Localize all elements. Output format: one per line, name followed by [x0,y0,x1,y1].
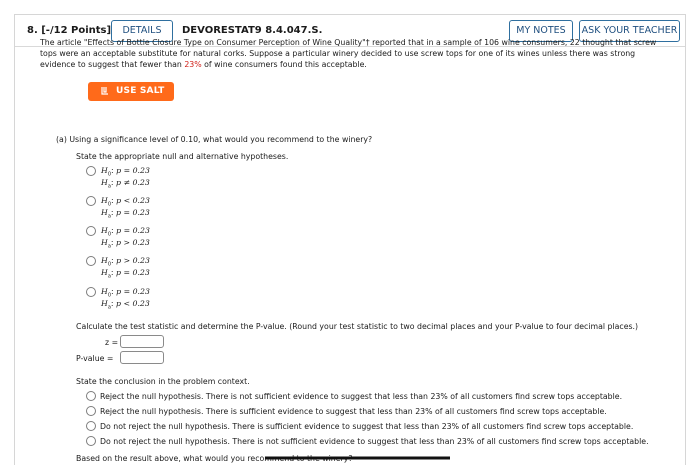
highlight-percent: 23% [184,60,202,69]
question-number: 8. [-/12 Points] [27,25,112,36]
scribble-mark [265,455,450,461]
stat-prompt: Calculate the test statistic and determine the P-value. (Round your test statistic to two decimal places and your P-value to four decimal places.) [76,322,639,331]
conclusion-radio-3[interactable] [86,421,96,431]
h0-line: $H_0$: p > 0.23 [101,256,150,268]
hypothesis-radio-2[interactable] [86,196,96,206]
ha-line: $H_a$: p = 0.23 [101,268,150,280]
conclusion-option-4: Do not reject the null hypothesis. There is not sufficient evidence to suggest that less than 23% of all customers find screw tops acceptable. [100,437,649,446]
z-input-box [120,335,164,348]
z-label: z = [105,338,119,347]
h0-line: $H_0$: p = 0.23 [101,226,150,238]
pvalue-input-box [120,351,164,364]
h0-line: $H_0$: p < 0.23 [101,196,150,208]
pvalue-label: P-value = [76,354,114,363]
hypothesis-radio-4[interactable] [86,256,96,266]
h0-line: $H_0$: p = 0.23 [101,166,150,178]
details-button[interactable]: DETAILS [111,20,173,42]
ha-line: $H_a$: p < 0.23 [101,299,150,311]
recommend-prompt: Based on the result above, what would you recommend to the winery? [76,454,353,463]
question-id: DEVORESTAT9 8.4.047.S. [182,25,323,36]
problem-intro [40,37,670,70]
my-notes-button[interactable]: MY NOTES [509,20,573,42]
ask-teacher-button[interactable]: ASK YOUR TEACHER [579,20,680,42]
ha-line: $H_a$: p > 0.23 [101,238,150,250]
intro-text: The article "Effects of Bottle Closure Type on Consumer Perception of Wine Quality"† reported that in a sample of 106 wine consumers, 22 thought that screw tops were an acceptable substitute for natural corks. Suppose a particular winery decided to use screw tops for one of its wines unless there was strong evidence to suggest that fewer than 23% of wine consumers found this acceptable. [40,38,657,69]
conclusion-option-3: Do not reject the null hypothesis. There is sufficient evidence to suggest that less than 23% of all customers find screw tops acceptable. [100,422,634,431]
use-salt-label: USE SALT [116,86,165,96]
hypothesis-radio-5[interactable] [86,287,96,297]
conclusion-radio-2[interactable] [86,406,96,416]
hypotheses-prompt: State the appropriate null and alternative hypotheses. [76,152,289,161]
part-a-prompt: (a) Using a significance level of 0.10, what would you recommend to the winery? [56,135,373,144]
conclusion-option-1: Reject the null hypothesis. There is not sufficient evidence to suggest that less than 23% of all customers find screw tops acceptable. [100,392,623,401]
use-salt-button[interactable] [88,82,174,101]
conclusion-option-2: Reject the null hypothesis. There is sufficient evidence to suggest that less than 23% of all customers find screw tops acceptable. [100,407,607,416]
conclusion-prompt: State the conclusion in the problem context. [76,377,250,386]
hypothesis-radio-1[interactable] [86,166,96,176]
ha-line: $H_a$: p ≠ 0.23 [101,178,150,190]
hypothesis-radio-3[interactable] [86,226,96,236]
pvalue-input[interactable] [121,359,163,370]
salt-icon [100,86,110,96]
conclusion-radio-1[interactable] [86,391,96,401]
h0-line: $H_0$: p = 0.23 [101,287,150,299]
conclusion-radio-4[interactable] [86,436,96,446]
ha-line: $H_a$: p = 0.23 [101,208,150,220]
